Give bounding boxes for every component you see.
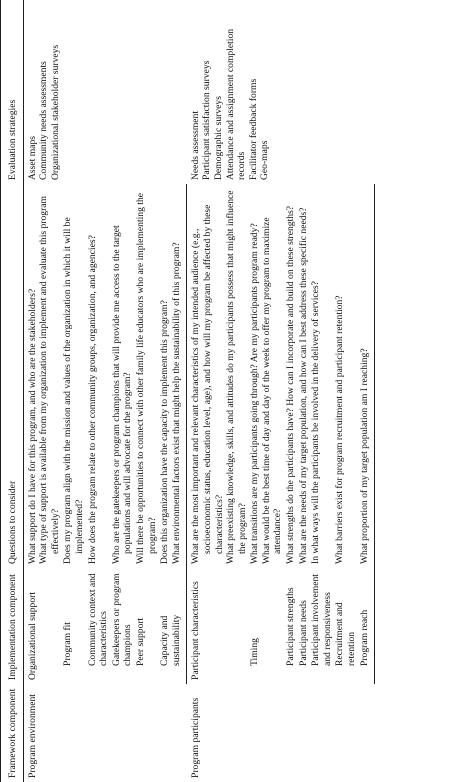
questions-cell (333, 184, 357, 568)
question-text: Does this organization have the capacity to implement this program? (159, 300, 171, 564)
header-implementation-component: Implementation component (1, 568, 24, 684)
evaluation-strategy: Facilitator feedback forms (247, 78, 259, 180)
evaluation-strategy: Organizational stakeholder surveys (49, 44, 61, 180)
evaluation-strategy: Community needs assessments (38, 61, 50, 180)
question-text: What barriers exist for program recruitment and participant retention? (334, 295, 346, 564)
question-text: How does the program relate to other community groups, organization, and agencies? (86, 235, 98, 564)
evaluation-strategy: Demographic surveys (213, 96, 224, 180)
implementation-component-cell: Peer support (134, 617, 146, 666)
implementation-component-cell: Participant characteristics (190, 581, 202, 680)
implementation-component-cell: Participant involvement and responsiveness (310, 574, 333, 666)
questions-cell (61, 184, 85, 568)
implementation-component-cell: Program reach (358, 568, 375, 684)
implementation-component-cell: Timing (249, 638, 261, 666)
framework-component-cell: Program participants (189, 697, 201, 778)
questions-cell (110, 184, 134, 568)
header-evaluation-strategies: Evaluation strategies (1, 0, 24, 184)
question-text: What are the most important and relevant characteristics of my intended audience (e.g., socioeconomic status, education level, age), and how will my program be affected by these characteristics? (190, 204, 225, 564)
implementation-component-cell: Organizational support (26, 591, 38, 680)
header-framework-component: Framework component (1, 684, 24, 782)
questions-cell (297, 184, 310, 568)
implementation-component-cell: Capacity and sustainability (158, 568, 187, 684)
evaluation-strategies-cell (23, 0, 187, 184)
implementation-component-cell: Participant needs (297, 600, 309, 666)
implementation-component-cell: Program fit (62, 622, 74, 666)
table-body (23, 0, 375, 782)
question-text: What strengths do the participants have? How can I incorporate and build on these strengths? (285, 205, 297, 564)
evaluation-strategy: Participant satisfaction surveys (201, 60, 213, 180)
questions-cell (134, 184, 158, 568)
evaluation-strategy: Attendance and assignment completion records (224, 28, 248, 180)
implementation-component-cell: Recruitment and retention (334, 602, 358, 666)
questions-cell (23, 184, 61, 568)
evaluation-strategy: Needs assessment (189, 110, 201, 180)
framework-component-cell: Program environment (26, 694, 38, 778)
table-header-row (1, 0, 24, 782)
evaluation-strategy: Asset maps (26, 136, 38, 180)
evaluation-strategy: Geo-maps (259, 140, 271, 180)
questions-cell (187, 184, 248, 568)
question-text: What type of support is available from my organization to implement and evaluate this program effectively? (38, 195, 61, 564)
question-text: What are the needs of my target population, and how can I best address these specific needs? (297, 207, 309, 564)
header-questions-to-consider: Questions to consider (1, 184, 24, 568)
question-text: What proportion of my target population am I reaching? (358, 348, 370, 564)
table-row (187, 0, 248, 782)
question-text: In what ways will the participants be involved in the delivery of services? (310, 281, 322, 564)
implementation-component-cell: Participant strengths (285, 587, 297, 666)
question-text: What support do I have for this program, and who are the stakeholders? (26, 288, 38, 564)
questions-cell (248, 184, 284, 568)
table-row (23, 0, 61, 782)
question-text: Does my program align with the mission and values of the organization in which it will be implemented? (62, 217, 85, 564)
question-text: What would be the best time of day and day of the week to offer my program to maximize attendance? (260, 217, 284, 564)
questions-cell (358, 184, 375, 568)
question-text: What environmental factors exist that might help the sustainability of this program? (170, 242, 182, 564)
question-text: Who are the gatekeepers or program champions that will provide me access to the target populations and will advocate for the program? (110, 225, 134, 564)
question-text: What transitions are my participants going through? Are my participants program ready? (249, 223, 261, 564)
evaluation-strategies-cell (187, 0, 375, 184)
implementation-component-cell: Gatekeepers or program champions (110, 573, 134, 666)
questions-cell (284, 184, 297, 568)
question-text: Will there be opportunities to connect with other family life educators who are implementing the program? (134, 193, 158, 564)
questions-cell (86, 184, 110, 568)
questions-cell (158, 184, 187, 568)
questions-cell (309, 184, 333, 568)
question-text: What preexisting knowledge, skills, and attitudes do my participants possess that might influence the program? (225, 190, 248, 564)
implementation-component-cell: Community context and characteristics (86, 573, 110, 666)
